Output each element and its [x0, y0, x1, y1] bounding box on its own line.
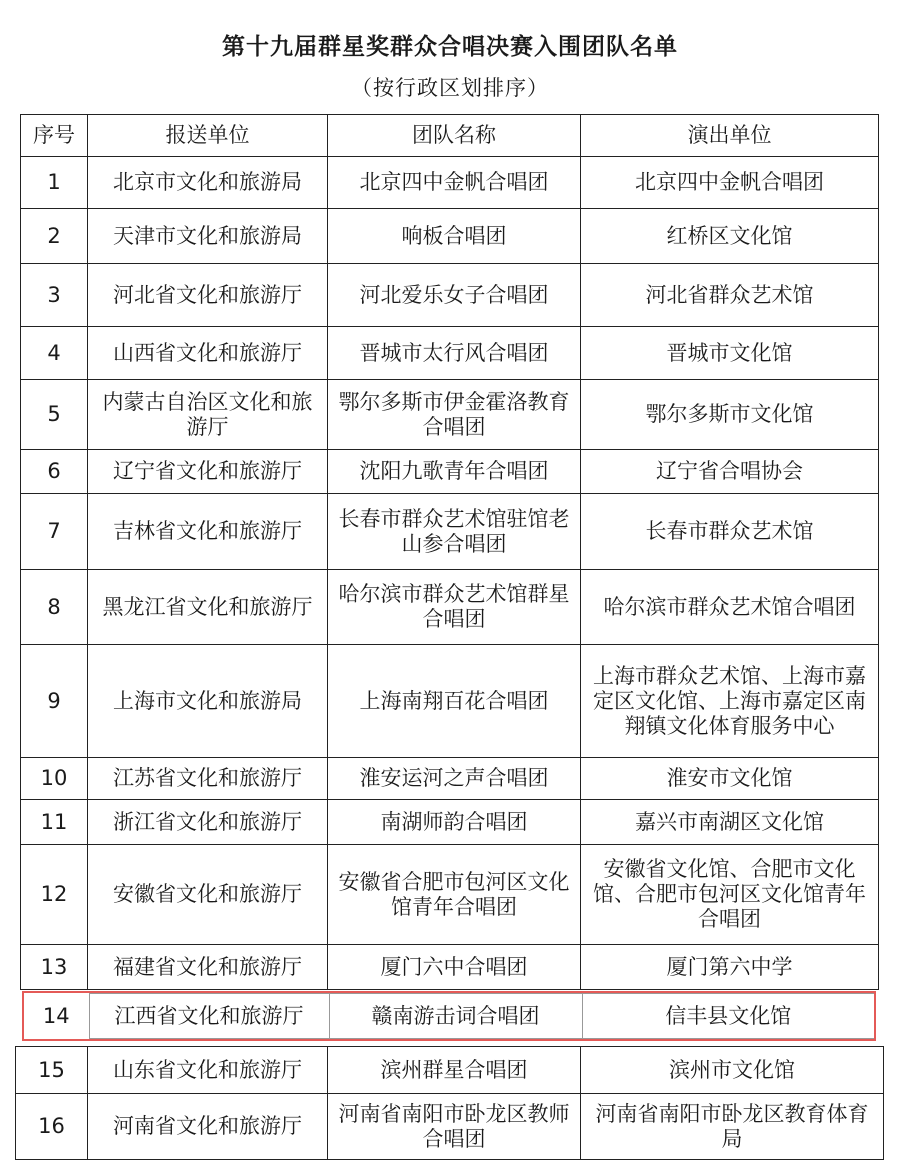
- finalist-table-continued: [15, 1046, 883, 1159]
- cell-performer: 上海市群众艺术馆、上海市嘉定区文化馆、上海市嘉定区南翔镇文化体育服务中心: [581, 645, 879, 758]
- table-header-row: [21, 115, 879, 157]
- cell-unit: 浙江省文化和旅游厅: [88, 800, 328, 845]
- table-row: [21, 645, 879, 758]
- cell-team: 河北爱乐女子合唱团: [328, 264, 581, 327]
- table-row: [21, 945, 879, 990]
- table-row: [16, 1094, 884, 1160]
- cell-team: 鄂尔多斯市伊金霍洛教育合唱团: [328, 380, 581, 450]
- document-title: 第十九届群星奖群众合唱决赛入围团队名单: [222, 34, 678, 60]
- table-row-highlighted: [24, 994, 874, 1039]
- header-unit: 报送单位: [88, 115, 328, 157]
- cell-unit: 福建省文化和旅游厅: [88, 945, 328, 990]
- cell-performer: 北京四中金帆合唱团: [581, 157, 879, 209]
- cell-performer: 厦门第六中学: [581, 945, 879, 990]
- cell-performer: 晋城市文化馆: [581, 327, 879, 380]
- cell-unit: 内蒙古自治区文化和旅游厅: [88, 380, 328, 450]
- cell-performer: 嘉兴市南湖区文化馆: [581, 800, 879, 845]
- cell-seq: 13: [21, 945, 88, 990]
- cell-unit: 天津市文化和旅游局: [88, 209, 328, 264]
- cell-team: 滨州群星合唱团: [328, 1047, 581, 1094]
- highlighted-row-frame: [22, 991, 876, 1041]
- cell-unit: 上海市文化和旅游局: [88, 645, 328, 758]
- cell-unit: 黑龙江省文化和旅游厅: [88, 570, 328, 645]
- header-team: 团队名称: [328, 115, 581, 157]
- cell-unit: 江西省文化和旅游厅: [89, 994, 329, 1039]
- cell-team: 河南省南阳市卧龙区教师合唱团: [328, 1094, 581, 1160]
- cell-unit: 北京市文化和旅游局: [88, 157, 328, 209]
- cell-seq: 16: [16, 1094, 88, 1160]
- cell-performer: 淮安市文化馆: [581, 758, 879, 800]
- cell-seq: 14: [42, 1003, 70, 1028]
- cell-team: 南湖师韵合唱团: [328, 800, 581, 845]
- cell-team: 哈尔滨市群众艺术馆群星合唱团: [328, 570, 581, 645]
- cell-unit: 江苏省文化和旅游厅: [88, 758, 328, 800]
- table-row: [21, 264, 879, 327]
- cell-team: 晋城市太行风合唱团: [328, 327, 581, 380]
- table-row: [21, 494, 879, 570]
- cell-team: 赣南游击词合唱团: [329, 994, 582, 1039]
- cell-unit: 河北省文化和旅游厅: [88, 264, 328, 327]
- cell-team: 安徽省合肥市包河区文化馆青年合唱团: [328, 845, 581, 945]
- cell-seq: 11: [21, 800, 88, 845]
- cell-unit: 山东省文化和旅游厅: [88, 1047, 328, 1094]
- cell-seq: 1: [21, 157, 88, 209]
- cell-team: 厦门六中合唱团: [328, 945, 581, 990]
- cell-performer: 安徽省文化馆、合肥市文化馆、合肥市包河区文化馆青年合唱团: [581, 845, 879, 945]
- table-row: [21, 209, 879, 264]
- cell-seq: 2: [21, 209, 88, 264]
- cell-performer: 鄂尔多斯市文化馆: [581, 380, 879, 450]
- table-row: [21, 800, 879, 845]
- finalist-table: [20, 114, 878, 989]
- cell-seq: 9: [21, 645, 88, 758]
- cell-seq: 3: [21, 264, 88, 327]
- table-row: [21, 380, 879, 450]
- cell-team: 上海南翔百花合唱团: [328, 645, 581, 758]
- table-row: [21, 450, 879, 494]
- cell-performer: 信丰县文化馆: [582, 994, 874, 1039]
- table-row: [21, 845, 879, 945]
- cell-seq: 7: [21, 494, 88, 570]
- table-row: [16, 1047, 884, 1094]
- cell-seq: 8: [21, 570, 88, 645]
- cell-performer: 河北省群众艺术馆: [581, 264, 879, 327]
- cell-unit: 辽宁省文化和旅游厅: [88, 450, 328, 494]
- document-subtitle: （按行政区划排序）: [351, 76, 549, 100]
- cell-unit: 安徽省文化和旅游厅: [88, 845, 328, 945]
- cell-performer: 哈尔滨市群众艺术馆合唱团: [581, 570, 879, 645]
- cell-unit: 山西省文化和旅游厅: [88, 327, 328, 380]
- cell-team: 北京四中金帆合唱团: [328, 157, 581, 209]
- cell-performer: 辽宁省合唱协会: [581, 450, 879, 494]
- cell-team: 淮安运河之声合唱团: [328, 758, 581, 800]
- cell-team: 长春市群众艺术馆驻馆老山参合唱团: [328, 494, 581, 570]
- table-row: [21, 157, 879, 209]
- cell-seq: 4: [21, 327, 88, 380]
- header-seq: 序号: [21, 115, 88, 157]
- table-row: [21, 570, 879, 645]
- table-row: [21, 327, 879, 380]
- cell-performer: 滨州市文化馆: [581, 1047, 884, 1094]
- table-row: [21, 758, 879, 800]
- cell-performer: 河南省南阳市卧龙区教育体育局: [581, 1094, 884, 1160]
- cell-seq: 15: [16, 1047, 88, 1094]
- cell-seq: 6: [21, 450, 88, 494]
- cell-seq: 5: [21, 380, 88, 450]
- cell-performer: 长春市群众艺术馆: [581, 494, 879, 570]
- cell-unit: 河南省文化和旅游厅: [88, 1094, 328, 1160]
- cell-seq: 10: [21, 758, 88, 800]
- cell-team: 响板合唱团: [328, 209, 581, 264]
- cell-unit: 吉林省文化和旅游厅: [88, 494, 328, 570]
- header-performer: 演出单位: [581, 115, 879, 157]
- cell-performer: 红桥区文化馆: [581, 209, 879, 264]
- cell-team: 沈阳九歌青年合唱团: [328, 450, 581, 494]
- cell-seq: 12: [21, 845, 88, 945]
